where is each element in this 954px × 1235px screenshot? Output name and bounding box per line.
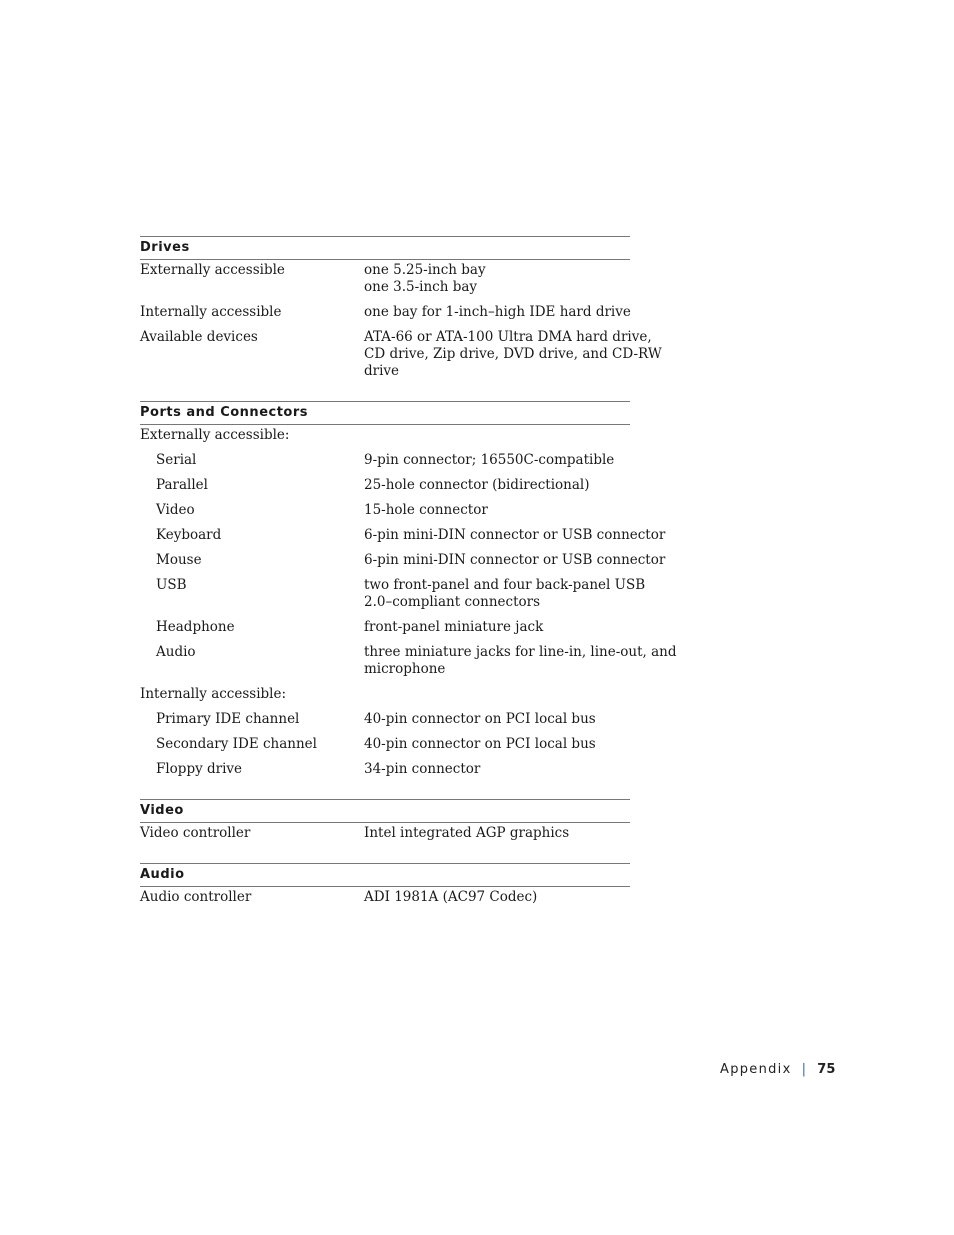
spec-value [364,502,630,519]
section-drives [140,236,662,401]
spec-label: Mouse [156,552,202,568]
spec-value-line: CD drive, Zip drive, DVD drive, and CD-RW [364,346,662,362]
section-title: Video [140,799,630,823]
spec-label: USB [156,577,187,593]
spec-value-line: 6-pin mini-DIN connector or USB connector [364,552,666,568]
footer-separator: | [801,1062,808,1077]
spec-row [140,619,630,636]
spec-value-line: 25-hole connector (bidirectional) [364,477,590,493]
spec-value [364,711,630,728]
spec-row [140,711,630,728]
spec-row [140,686,630,703]
section-video [140,799,630,863]
spec-row [140,577,646,611]
spec-value-line: 40-pin connector on PCI local bus [364,736,596,752]
spec-value [364,452,630,469]
spec-value-line: one 5.25-inch bay [364,262,486,278]
spec-value [364,329,662,380]
spec-row [140,452,630,469]
spec-label: Floppy drive [156,761,243,777]
spec-row [140,262,630,296]
spec-value [364,304,631,321]
spec-value-line: two front-panel and four back-panel USB [364,577,646,593]
section-audio [140,863,630,906]
section-title: Drives [140,236,630,260]
spec-label: Externally accessible [140,262,285,278]
spec-value-line: drive [364,363,400,379]
spec-value [364,889,630,906]
spec-value-line: 9-pin connector; 16550C-compatible [364,452,615,468]
spec-value [364,686,630,703]
spec-value-line: 2.0–compliant connectors [364,594,541,610]
spec-value [364,262,630,296]
spec-value-line: 6-pin mini-DIN connector or USB connector [364,527,666,543]
page-footer [720,1062,835,1077]
section-title: Ports and Connectors [140,401,630,425]
spec-row [140,552,666,569]
spec-value [364,577,645,611]
spec-value [364,477,630,494]
spec-value [364,619,630,636]
spec-value-line: three miniature jacks for line-in, line-out, and [364,644,677,660]
spec-label: Keyboard [156,527,222,543]
spec-value [364,427,630,444]
spec-label: Serial [156,452,197,468]
spec-value-line: 34-pin connector [364,761,481,777]
spec-group-label: Internally accessible: [140,686,287,702]
spec-label: Parallel [156,477,208,493]
spec-value [364,825,630,842]
spec-row [140,889,630,906]
spec-label: Video [156,502,195,518]
spec-value-line: one bay for 1-inch–high IDE hard drive [364,304,631,320]
spec-row [140,761,630,778]
spec-value-line: ATA-66 or ATA-100 Ultra DMA hard drive, [364,329,652,345]
page-number: 75 [817,1062,836,1077]
spec-label: Internally accessible [140,304,282,320]
spec-value-line: microphone [364,661,446,677]
section-title: Audio [140,863,630,887]
section-ports-connectors [140,401,677,799]
spec-label: Audio [156,644,196,660]
footer-section-name: Appendix [720,1062,792,1077]
spec-row [140,304,630,321]
spec-label: Primary IDE channel [156,711,300,727]
spec-row [140,329,662,380]
spec-label: Secondary IDE channel [156,736,317,752]
spec-label: Available devices [140,329,258,345]
spec-value [364,644,677,678]
spec-row [140,502,630,519]
spec-row [140,825,630,842]
spec-row [140,427,630,444]
spec-value [364,761,630,778]
spec-table [140,236,677,914]
spec-value-line: one 3.5-inch bay [364,279,478,295]
spec-value [364,736,630,753]
spec-row [140,644,677,678]
spec-row [140,477,630,494]
spec-value [364,552,665,569]
spec-label: Video controller [140,825,251,841]
spec-row [140,527,666,544]
spec-value [364,527,665,544]
spec-group-label: Externally accessible: [140,427,290,443]
spec-value-line: front-panel miniature jack [364,619,544,635]
spec-value-line: ADI 1981A (AC97 Codec) [364,889,538,905]
spec-value-line: 40-pin connector on PCI local bus [364,711,596,727]
spec-value-line: 15-hole connector [364,502,488,518]
spec-value-line: Intel integrated AGP graphics [364,825,570,841]
spec-label: Audio controller [140,889,252,905]
spec-row [140,736,630,753]
spec-label: Headphone [156,619,235,635]
